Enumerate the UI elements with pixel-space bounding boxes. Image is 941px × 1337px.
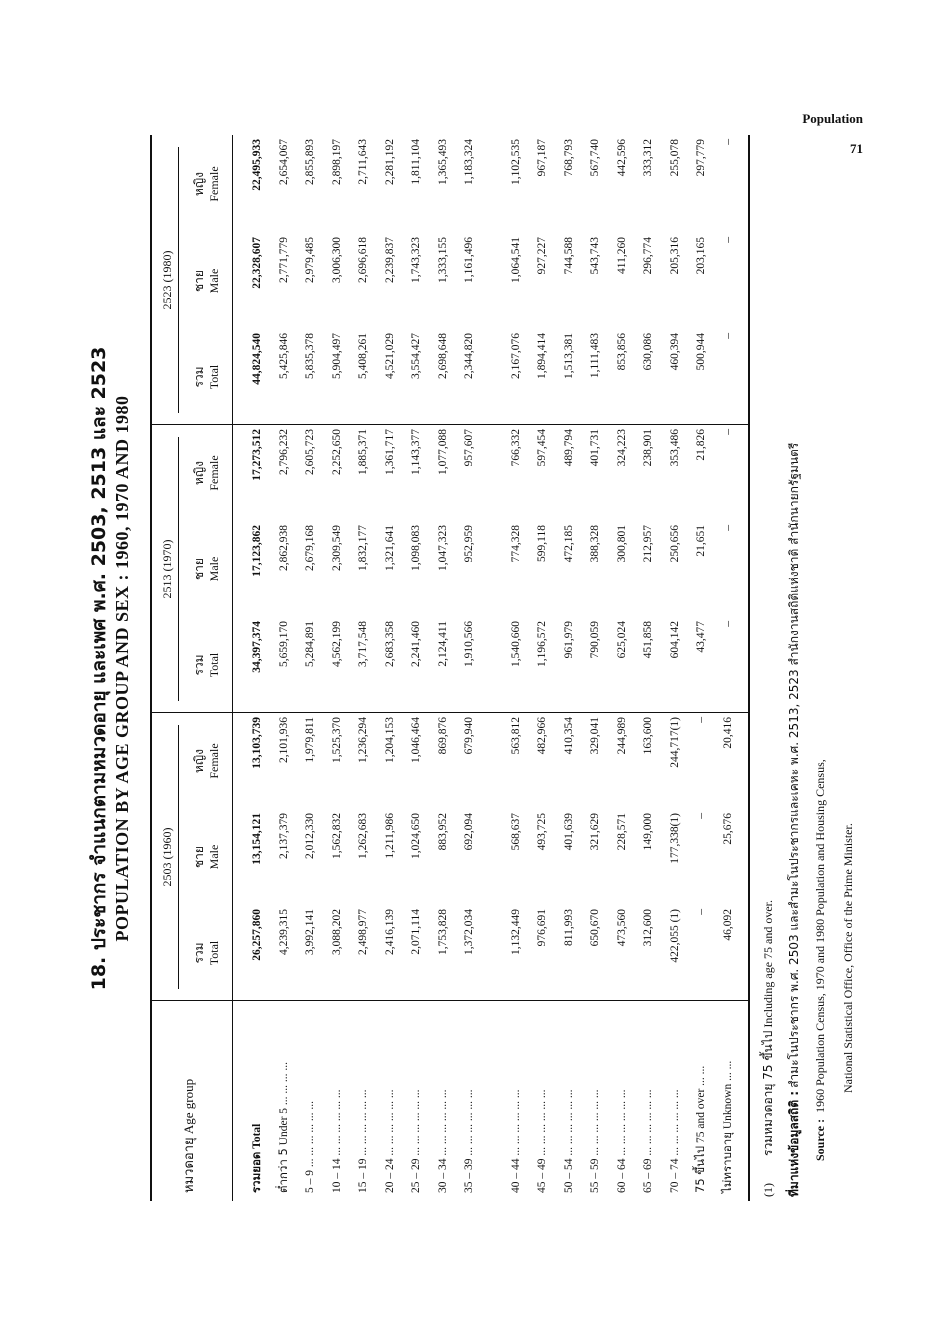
table-cell: 768,793 <box>562 139 575 177</box>
sub-header-male: ชาย Male <box>192 556 221 582</box>
table-cell: 1,064,541 <box>509 237 522 283</box>
table-cell: 13,103,739 <box>251 717 264 769</box>
age-group-label <box>430 1001 457 1201</box>
table-cell: 1,098,083 <box>410 525 423 571</box>
table-cell: 46,092 <box>721 909 734 941</box>
table-cell: 1,047,323 <box>436 525 449 571</box>
table-cell: 1,111,483 <box>589 333 602 379</box>
table-cell: 2,239,837 <box>383 237 396 283</box>
table-row <box>456 135 483 1201</box>
table-cell: 422,055 (1) <box>668 909 681 963</box>
table-cell: 1,525,370 <box>330 717 343 763</box>
table-row <box>244 135 271 1201</box>
table-cell: 26,257,860 <box>251 909 264 961</box>
row-spacer <box>483 135 503 1201</box>
table-cell: 34,397,374 <box>251 621 264 673</box>
table-cell: 4,239,315 <box>277 909 290 955</box>
age-label-english: Under 5 ... ... ... ... <box>277 1061 290 1146</box>
sub-header-male: ชาย Male <box>192 268 221 294</box>
table-cell: – <box>721 429 734 435</box>
footnote-english: Including age 75 and over. <box>761 899 775 1028</box>
table-cell: 2,711,643 <box>357 139 370 185</box>
table-cell: 2,979,485 <box>304 237 317 283</box>
table-cell: 401,639 <box>562 813 575 851</box>
age-group-label <box>556 1001 583 1201</box>
sub-header-female: หญิง Female <box>192 743 221 779</box>
table-cell: 679,940 <box>463 717 476 755</box>
table-cell: 177,338(1) <box>668 813 681 864</box>
table-cell: – <box>721 237 734 243</box>
table-cell: 25,676 <box>721 813 734 845</box>
table-cell: 692,094 <box>463 813 476 851</box>
table-cell: 2,309,549 <box>330 525 343 571</box>
age-header-english: Age group <box>181 1078 196 1135</box>
table-cell: 567,740 <box>589 139 602 177</box>
table-cell: 853,856 <box>615 333 628 371</box>
table-cell: 1,143,377 <box>410 429 423 475</box>
age-label-english: 60 – 64 ... ... ... ... ... ... <box>615 1089 628 1193</box>
table-row <box>324 135 351 1201</box>
table-cell: 1,262,683 <box>357 813 370 859</box>
age-label-english: 55 – 59 ... ... ... ... ... ... <box>589 1089 602 1193</box>
table-cell: 2,241,460 <box>410 621 423 667</box>
table-cell: 333,312 <box>642 139 655 177</box>
table-cell: 3,088,202 <box>330 909 343 955</box>
age-group-label <box>529 1001 556 1201</box>
table-cell: 4,562,199 <box>330 621 343 667</box>
table-row <box>377 135 404 1201</box>
table-cell: 563,812 <box>509 717 522 755</box>
age-group-label <box>582 1001 609 1201</box>
group-underline-1960 <box>178 725 179 989</box>
table-cell: 44,824,540 <box>251 333 264 385</box>
table-cell: 597,454 <box>536 429 549 467</box>
table-cell: 203,165 <box>695 237 708 275</box>
table-cell: 604,142 <box>668 621 681 659</box>
table-cell: 1,102,535 <box>509 139 522 185</box>
table-row <box>662 135 689 1201</box>
table-cell: 442,596 <box>615 139 628 177</box>
table-cell: 500,944 <box>695 333 708 371</box>
table-cell: – <box>695 909 708 915</box>
group-underline-1980 <box>178 147 179 413</box>
footnote <box>758 900 778 1197</box>
table-row <box>430 135 457 1201</box>
age-group-label <box>377 1001 404 1201</box>
sub-header-female: หญิง Female <box>192 166 221 202</box>
age-group-label <box>609 1001 636 1201</box>
table-cell: 625,024 <box>615 621 628 659</box>
table-cell: 451,858 <box>642 621 655 659</box>
table-cell: 1,211,986 <box>383 813 396 859</box>
table-cell: 300,801 <box>615 525 628 563</box>
table-cell: 401,731 <box>589 429 602 467</box>
table-cell: 630,086 <box>642 333 655 371</box>
table-cell: 297,779 <box>695 139 708 177</box>
table-cell: 1,513,381 <box>562 333 575 379</box>
table-cell: 1,321,641 <box>383 525 396 571</box>
table-cell: 5,904,497 <box>330 333 343 379</box>
table-cell: 5,284,891 <box>304 621 317 667</box>
population-table <box>150 135 750 1201</box>
age-label-english: 10 – 14 ... ... ... ... ... ... <box>330 1089 343 1193</box>
source-thai-label: ที่มาแห่งข้อมูลสถิติ : <box>787 1090 801 1197</box>
age-group-header <box>178 1007 199 1193</box>
age-group-label <box>715 1001 742 1201</box>
table-cell: 5,659,170 <box>277 621 290 667</box>
table-cell: 961,979 <box>562 621 575 659</box>
source-english <box>810 759 830 1161</box>
table-row <box>403 135 430 1201</box>
table-cell: 1,161,496 <box>463 237 476 283</box>
table-cell: 967,187 <box>536 139 549 177</box>
age-group-label <box>271 1001 298 1201</box>
table-cell: 13,154,121 <box>251 813 264 865</box>
table-cell: 3,717,548 <box>357 621 370 667</box>
age-label-thai: 75 ขึ้นไป <box>693 1145 708 1193</box>
table-row <box>582 135 609 1201</box>
sub-header-female: หญิง Female <box>192 455 221 491</box>
table-cell: 2,771,779 <box>277 237 290 283</box>
footnote-marker: (1) <box>761 1183 775 1197</box>
table-cell: 312,600 <box>642 909 655 947</box>
table-cell: 21,826 <box>695 429 708 461</box>
sub-header-total: รวม Total <box>192 940 221 966</box>
header-bottom-rule <box>232 135 233 1201</box>
table-cell: 43,477 <box>695 621 708 653</box>
age-label-english: 65 – 69 ... ... ... ... ... ... <box>642 1089 655 1193</box>
table-row <box>609 135 636 1201</box>
table-row <box>529 135 556 1201</box>
table-cell: 2,683,358 <box>383 621 396 667</box>
table-cell: 1,832,177 <box>357 525 370 571</box>
group-header-1980: 2523 (1980) <box>160 250 174 310</box>
table-cell: 482,966 <box>536 717 549 755</box>
table-cell: 790,059 <box>589 621 602 659</box>
age-label-thai: รวมยอด <box>249 1151 264 1193</box>
table-cell: 1,811,104 <box>410 139 423 185</box>
table-cell: 5,425,846 <box>277 333 290 379</box>
age-label-english: 20 – 24 ... ... ... ... ... ... <box>383 1089 396 1193</box>
age-label-thai: ต่ำกว่า 5 <box>275 1148 290 1193</box>
table-cell: 489,794 <box>562 429 575 467</box>
table-cell: 744,588 <box>562 237 575 275</box>
group-header-1970: 2513 (1970) <box>160 539 174 599</box>
data-rows <box>244 135 741 1201</box>
table-cell: – <box>695 717 708 723</box>
table-row <box>556 135 583 1201</box>
table-cell: 1,372,034 <box>463 909 476 955</box>
sub-header-male: ชาย Male <box>192 844 221 870</box>
table-cell: 1,753,828 <box>436 909 449 955</box>
age-group-label <box>244 1001 271 1201</box>
table-cell: 1,024,650 <box>410 813 423 859</box>
table-cell: 1,196,572 <box>536 621 549 667</box>
age-label-english: 30 – 34 ... ... ... ... ... ... <box>436 1089 449 1193</box>
age-label-english: 70 – 74 ... ... ... ... ... ... <box>668 1089 681 1193</box>
age-label-english: 45 – 49 ... ... ... ... ... ... <box>536 1089 549 1193</box>
thai-title: 18. ประชากร จำแนกตามหมวดอายุ และเพศ พ.ศ. 2503, 2513 และ 2523 <box>88 346 110 991</box>
table-cell: – <box>721 525 734 531</box>
age-group-label <box>503 1001 530 1201</box>
table-cell: 2,416,139 <box>383 909 396 955</box>
table-cell: 388,328 <box>589 525 602 563</box>
sub-header-total: รวม Total <box>192 652 221 678</box>
table-cell: 22,495,933 <box>251 139 264 191</box>
table-cell: 5,835,378 <box>304 333 317 379</box>
table-cell: 473,560 <box>615 909 628 947</box>
table-cell: 3,992,141 <box>304 909 317 955</box>
age-label-english: 5 – 9 ... ... ... ... ... ... <box>304 1101 317 1193</box>
table-cell: 2,862,938 <box>277 525 290 571</box>
table-cell: 1,910,566 <box>463 621 476 667</box>
table-cell: 952,959 <box>463 525 476 563</box>
group-underline-1970 <box>178 437 179 701</box>
age-group-label <box>662 1001 689 1201</box>
table-cell: 2,344,820 <box>463 333 476 379</box>
age-label-english: Unknown ... ... <box>721 1060 734 1130</box>
table-cell: 353,486 <box>668 429 681 467</box>
table-cell: 411,260 <box>615 237 628 274</box>
age-group-label <box>324 1001 351 1201</box>
age-label-english: 15 – 19 ... ... ... ... ... ... <box>357 1089 370 1193</box>
table-cell: 1,562,832 <box>330 813 343 859</box>
english-title: POPULATION BY AGE GROUP AND SEX : 1960, 1970 AND 1980 <box>112 395 132 942</box>
table-cell: 2,012,330 <box>304 813 317 859</box>
table-cell: 2,281,192 <box>383 139 396 185</box>
page-number: 71 <box>850 141 863 156</box>
table-cell: 4,521,029 <box>383 333 396 379</box>
table-cell: 1,361,717 <box>383 429 396 475</box>
age-label-english: 25 – 29 ... ... ... ... ... ... <box>410 1089 423 1193</box>
table-cell: 17,273,512 <box>251 429 264 481</box>
table-cell: 244,717(1) <box>668 717 681 768</box>
age-label-english: 40 – 44 ... ... ... ... ... ... <box>509 1089 522 1193</box>
table-cell: 650,670 <box>589 909 602 947</box>
table-cell: 957,607 <box>463 429 476 467</box>
table-cell: 1,540,660 <box>509 621 522 667</box>
table-cell: 1,979,811 <box>304 717 317 763</box>
table-cell: 2,654,067 <box>277 139 290 185</box>
table-cell: 321,629 <box>589 813 602 851</box>
age-group-label <box>350 1001 377 1201</box>
table-cell: 766,332 <box>509 429 522 467</box>
table-cell: 17,123,862 <box>251 525 264 577</box>
table-cell: 329,041 <box>589 717 602 755</box>
table-cell: 3,006,300 <box>330 237 343 283</box>
age-label-english: 35 – 39 ... ... ... ... ... ... <box>463 1089 476 1193</box>
age-header-thai: หมวดอายุ <box>182 1137 197 1193</box>
table-cell: 410,354 <box>562 717 575 755</box>
footnote-thai: รวมหมวดอายุ 75 ขึ้นไป <box>761 1030 775 1156</box>
table-cell: 2,796,232 <box>277 429 290 475</box>
table-cell: 20,416 <box>721 717 734 749</box>
table-cell: 2,252,650 <box>330 429 343 475</box>
table-cell: 599,118 <box>536 525 549 562</box>
table-cell: 493,725 <box>536 813 549 851</box>
source-label: Source : <box>813 1118 827 1161</box>
table-cell: 244,989 <box>615 717 628 755</box>
table-cell: 238,901 <box>642 429 655 467</box>
table-row <box>688 135 715 1201</box>
age-group-label <box>456 1001 483 1201</box>
table-cell: 460,394 <box>668 333 681 371</box>
source-thai-text: สำมะโนประชากร พ.ศ. 2503 และสำมะโนประชากรและเคหะ พ.ศ. 2513, 2523 สำนักงานสถิติแห่งชาติ สำนักนายกรัฐมนตรี <box>787 442 801 1088</box>
table-cell: 163,600 <box>642 717 655 755</box>
table-cell: 2,071,114 <box>410 909 423 955</box>
table-cell: 2,498,977 <box>357 909 370 955</box>
source-english-2 <box>838 823 858 1093</box>
table-row <box>635 135 662 1201</box>
age-label-english: 50 – 54 ... ... ... ... ... ... <box>562 1089 575 1193</box>
age-group-label <box>635 1001 662 1201</box>
table-cell: 3,554,427 <box>410 333 423 379</box>
table-cell: 883,952 <box>436 813 449 851</box>
table-cell: 1,743,323 <box>410 237 423 283</box>
table-cell: 976,691 <box>536 909 549 947</box>
table-cell: 1,365,493 <box>436 139 449 185</box>
table-cell: 568,637 <box>509 813 522 851</box>
table-cell: 2,124,411 <box>436 621 449 667</box>
table-cell: 21,651 <box>695 525 708 557</box>
data-table <box>244 135 741 1201</box>
table-cell: – <box>721 333 734 339</box>
table-top-rule <box>150 135 152 1201</box>
table-cell: 1,183,324 <box>463 139 476 185</box>
table-cell: 2,605,723 <box>304 429 317 475</box>
table-row <box>297 135 324 1201</box>
table-cell: 1,204,153 <box>383 717 396 763</box>
table-cell: 149,000 <box>642 813 655 851</box>
table-cell: 2,855,893 <box>304 139 317 185</box>
source-thai <box>784 443 804 1197</box>
table-cell: 472,185 <box>562 525 575 563</box>
table-cell: 1,132,449 <box>509 909 522 955</box>
table-cell: 228,571 <box>615 813 628 851</box>
table-cell: 774,328 <box>509 525 522 563</box>
table-cell: 2,898,197 <box>330 139 343 185</box>
age-group-label <box>688 1001 715 1201</box>
source-line-1: 1960 Population Census, 1970 and 1980 Population and Housing Census, <box>813 759 827 1113</box>
table-cell: 296,774 <box>642 237 655 275</box>
group-header-1960: 2503 (1960) <box>160 827 174 887</box>
table-cell: 1,333,155 <box>436 237 449 283</box>
table-cell: 1,894,414 <box>536 333 549 379</box>
table-cell: 324,223 <box>615 429 628 467</box>
table-cell: 1,077,088 <box>436 429 449 475</box>
source-line-2: National Statistical Office, Office of the Prime Minister. <box>841 823 855 1093</box>
table-cell: – <box>695 813 708 819</box>
table-row <box>715 135 742 1201</box>
table-cell: 1,885,371 <box>357 429 370 475</box>
table-row <box>271 135 298 1201</box>
table-cell: 2,167,076 <box>509 333 522 379</box>
table-cell: 2,137,379 <box>277 813 290 859</box>
age-group-label <box>403 1001 430 1201</box>
table-bottom-rule <box>748 135 750 1201</box>
table-cell: 212,957 <box>642 525 655 563</box>
table-cell: 869,876 <box>436 717 449 755</box>
table-cell: 2,679,168 <box>304 525 317 571</box>
age-label-english: 75 and over ... ... <box>695 1065 708 1144</box>
table-cell: 255,078 <box>668 139 681 177</box>
table-cell: – <box>721 621 734 627</box>
age-label-english: Total <box>251 1123 264 1149</box>
age-group-label <box>297 1001 324 1201</box>
table-cell: 1,046,464 <box>410 717 423 763</box>
table-cell: 22,328,607 <box>251 237 264 289</box>
table-cell: 811,993 <box>562 909 575 946</box>
table-cell: 927,227 <box>536 237 549 275</box>
table-cell: – <box>721 139 734 145</box>
table-cell: 205,316 <box>668 237 681 275</box>
sub-header-total: รวม Total <box>192 364 221 390</box>
age-label-thai: ไม่ทราบอายุ <box>719 1132 734 1193</box>
table-cell: 1,236,294 <box>357 717 370 763</box>
table-cell: 543,743 <box>589 237 602 275</box>
table-row <box>503 135 530 1201</box>
table-cell: 5,408,261 <box>357 333 370 379</box>
table-cell: 2,101,936 <box>277 717 290 763</box>
table-cell: 2,698,648 <box>436 333 449 379</box>
table-row <box>350 135 377 1201</box>
table-cell: 250,656 <box>668 525 681 563</box>
section-name: Population <box>802 111 863 126</box>
table-cell: 2,696,618 <box>357 237 370 283</box>
